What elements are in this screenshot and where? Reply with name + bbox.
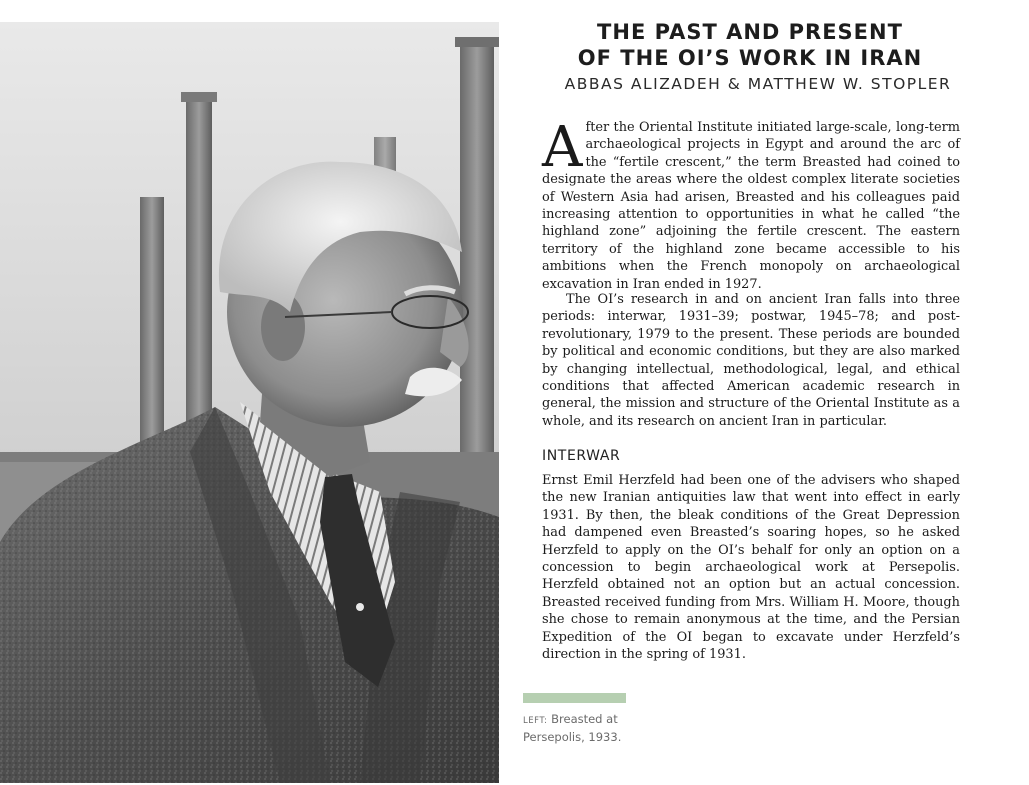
article-title [520, 19, 980, 71]
paragraph-1-text: fter the Oriental Institute initiated large-scale, long-term archaeological projects in Egypt and around the arc of the “fertile crescent,” the term Breasted had coined to designate the areas where the oldest complex literate societies of Western Asia had arisen, Breasted and his colleagues paid increasing attention to opportunities in what he called “the highland zone” adjoining the fertile crescent. The eastern territory of the highland zone became accessible to his ambitions when the French monopoly on archaeological excavation in Iran ended in 1927. [542, 120, 960, 292]
column-1 [186, 97, 212, 427]
paragraph-1 [542, 115, 960, 293]
drop-cap: A [542, 115, 583, 180]
caption-text: Breasted at Persepolis, 1933. [523, 712, 622, 744]
article-authors: ABBAS ALIZADEH & MATTHEW W. STOPLER [564, 75, 952, 93]
title-line-2: OF THE OI’S WORK IN IRAN [577, 46, 923, 70]
column-4 [460, 40, 494, 510]
photo-caption [523, 712, 663, 745]
paragraph-3-text: Ernst Emil Herzfeld had been one of the advisers who shaped the new Iranian antiquities law that went into effect in early 1931. By then, the bleak conditions of the Great Depression had dampened even Breasted’s soaring hopes, so he asked Herzfeld to apply on the OI’s behalf for only an option on a concession to begin archaeological work at Persepolis. Herzfeld obtained not an option but an actual concession. Breasted received funding from Mrs. William H. Moore, though she chose to remain anonymous at the time, and the Persian Expedition of the OI began to excavate under Herzfeld’s direction in the spring of 1931. [542, 473, 960, 663]
paragraph-3 [542, 472, 960, 663]
column-2 [140, 197, 164, 457]
title-line-1: THE PAST AND PRESENT [597, 20, 903, 44]
caption-lead: LEFT: [523, 716, 548, 726]
breasted-photograph [0, 22, 499, 783]
section-heading-interwar: INTERWAR [542, 448, 621, 464]
paragraph-2-text: The OI’s research in and on ancient Iran falls into three periods: interwar, 1931–39; postwar, 1945–78; and post-revolutionary, 1979 to the present. These periods are bounded by political and economic conditions, but they are also marked by changing intellectual, methodological, legal, and ethical conditions that affected American academic research in general, the mission and structure of the Oriental Institute as a whole, and its research on ancient Iran in particular. [542, 292, 960, 429]
photo-illustration [0, 22, 499, 783]
paragraph-2 [542, 291, 960, 430]
caption-rule [523, 693, 626, 703]
